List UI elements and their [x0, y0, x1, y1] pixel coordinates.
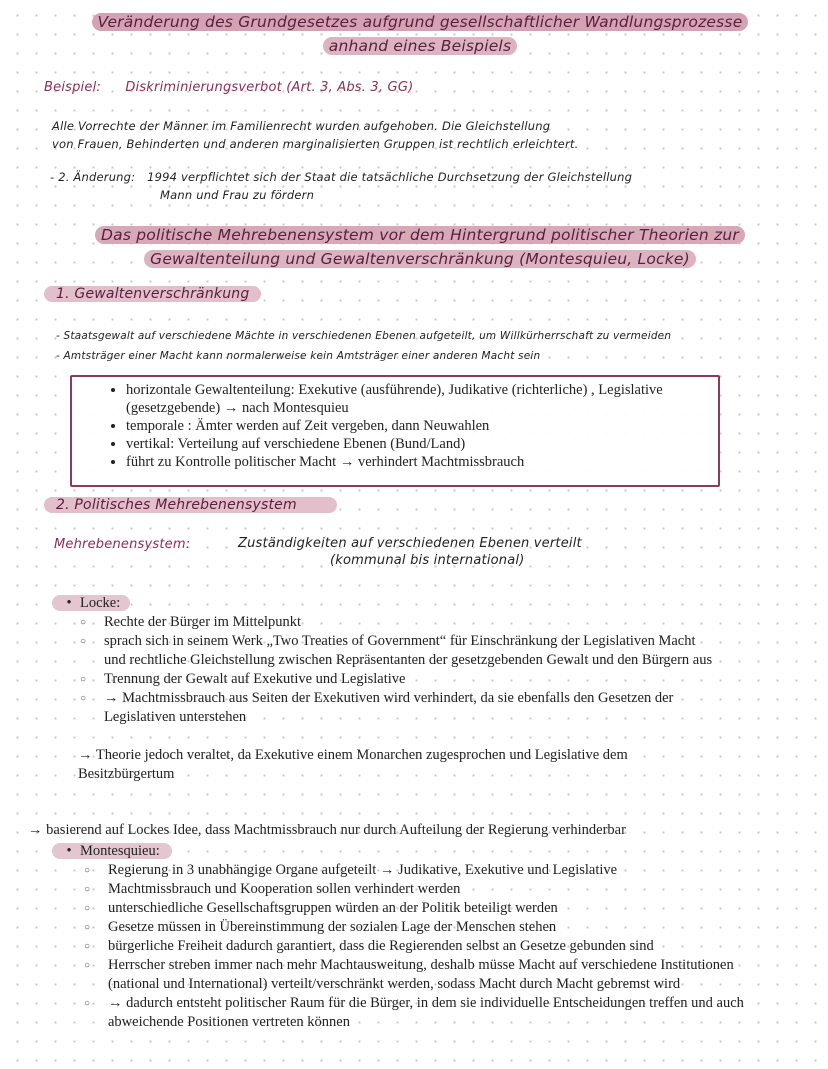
list-item: ○ → Machtmissbrauch aus Seiten der Exekutiven wird verhindert, da sie ebenfalls den Gesetzen der Legislativen unterstehen	[76, 689, 716, 727]
page-title	[30, 10, 810, 58]
section1-note-2: - Amtsträger einer Macht kann normalerweise kein Amtsträger einer anderen Macht sein	[56, 350, 541, 362]
list-item: • vertikal: Verteilung auf verschiedene Ebenen (Bund/Land)	[126, 435, 718, 453]
list-item: • führt zu Kontrolle politischer Macht → verhindert Machtmissbrauch	[126, 453, 718, 471]
locke-label: Locke:	[80, 595, 121, 611]
list-item: • temporale : Ämter werden auf Zeit vergeben, dann Neuwahlen	[126, 417, 718, 435]
note-equality-line-1: Alle Vorrechte der Männer im Familienrecht wurden aufgehoben. Die Gleichstellung	[52, 119, 551, 133]
note-equality-line-2: von Frauen, Behinderten und anderen marginalisierten Gruppen ist rechtlich erleichtert.	[52, 137, 579, 151]
list-item: ○ Machtmissbrauch und Kooperation sollen verhindert werden	[80, 880, 760, 899]
section1-notes	[56, 326, 671, 366]
locke-heading: • Locke:	[52, 594, 772, 613]
locke-conclusion: → Theorie jedoch veraltet, da Exekutive einem Monarchen zugesprochen und Legislative dem Besitzbürgertum	[78, 747, 628, 782]
heading-mehrebenensystem	[44, 497, 337, 513]
section-title-line-1: Das politische Mehrebenensystem vor dem Hintergrund politischer Theorien zur	[95, 226, 745, 244]
list-item: ○ → dadurch entsteht politischer Raum für die Bürger, in dem sie individuelle Entscheidungen treffen und auch abweichende Positionen vertreten können	[80, 994, 760, 1032]
montesquieu-heading: • Montesquieu:	[52, 842, 792, 861]
title-line-1: Veränderung des Grundgesetzes aufgrund gesellschaftlicher Wandlungsprozesse	[92, 13, 749, 31]
note-equality	[52, 117, 578, 153]
montesquieu-section	[52, 842, 792, 1032]
note-amendment-prefix: - 2. Änderung:	[50, 170, 136, 184]
heading-gewaltenverschraenkung	[44, 286, 261, 302]
gewaltenteilung-box	[70, 375, 720, 487]
list-item: ○ unterschiedliche Gesellschaftsgruppen würden an der Politik beteiligt werden	[80, 899, 760, 918]
note-amendment	[50, 168, 632, 186]
list-item: ○ Trennung der Gewalt auf Exekutive und Legislative	[76, 670, 716, 689]
list-item: ○ Rechte der Bürger im Mittelpunkt	[76, 613, 716, 632]
section-title	[40, 223, 800, 271]
section-title-line-2: Gewaltenteilung und Gewaltenverschränkung (Montesquieu, Locke)	[144, 250, 696, 268]
title-line-2: anhand eines Beispiels	[323, 37, 517, 55]
example-label: Beispiel:	[44, 80, 101, 95]
example-text: Diskriminierungsverbot (Art. 3, Abs. 3, GG)	[125, 80, 414, 95]
heading-gewaltenverschraenkung-text: 1. Gewaltenverschränkung	[44, 286, 261, 302]
list-item: ○ Regierung in 3 unabhängige Organe aufgeteilt → Judikative, Exekutive und Legislative	[80, 861, 760, 880]
note-amendment-line-2: Mann und Frau zu fördern	[160, 188, 315, 202]
example-line	[44, 80, 413, 95]
list-item: ○ Gesetze müssen in Übereinstimmung der sozialen Lage der Menschen stehen	[80, 918, 760, 937]
locke-list	[76, 613, 716, 727]
heading-mehrebenensystem-text: 2. Politisches Mehrebenensystem	[44, 497, 337, 513]
locke-section	[52, 594, 772, 727]
list-item: ○ Herrscher streben immer nach mehr Machtausweitung, deshalb müsse Macht auf verschiedene Institutionen (national und International) verteilt/verschränkt werden, sodass Macht durch Macht gebremst wird	[80, 956, 760, 994]
note-amendment-line-1: 1994 verpflichtet sich der Staat die tatsächliche Durchsetzung der Gleichstellung	[147, 170, 633, 184]
bridge-line: → basierend auf Lockes Idee, dass Machtmissbrauch nur durch Aufteilung der Regierung verhinderbar	[28, 822, 626, 838]
list-item: ○ sprach sich in seinem Werk „Two Treaties of Government“ für Einschränkung der Legislativen Macht und rechtliche Gleichstellung zwischen Repräsentanten der gesetzgebenden Gewalt und den Bürgern aus	[76, 632, 716, 670]
montesquieu-list	[80, 861, 760, 1032]
definition-mehrebenensystem	[238, 535, 582, 569]
definition-line-2: (kommunal bis international)	[330, 553, 525, 568]
term-mehrebenensystem: Mehrebenensystem:	[54, 537, 191, 552]
gewaltenteilung-list	[72, 381, 718, 471]
section1-note-1: - Staatsgewalt auf verschiedene Mächte in verschiedenen Ebenen aufgeteilt, um Willkürherrschaft zu vermeiden	[56, 330, 672, 342]
list-item: ○ bürgerliche Freiheit dadurch garantiert, dass die Regierenden selbst an Gesetze gebunden sind	[80, 937, 760, 956]
montesquieu-label: Montesquieu:	[80, 843, 160, 859]
definition-line-1: Zuständigkeiten auf verschiedenen Ebenen verteilt	[238, 536, 582, 551]
list-item: • horizontale Gewaltenteilung: Exekutive (ausführende), Judikative (richterliche) , Legislative (gesetzgebende) → nach Montesquieu	[126, 381, 718, 417]
